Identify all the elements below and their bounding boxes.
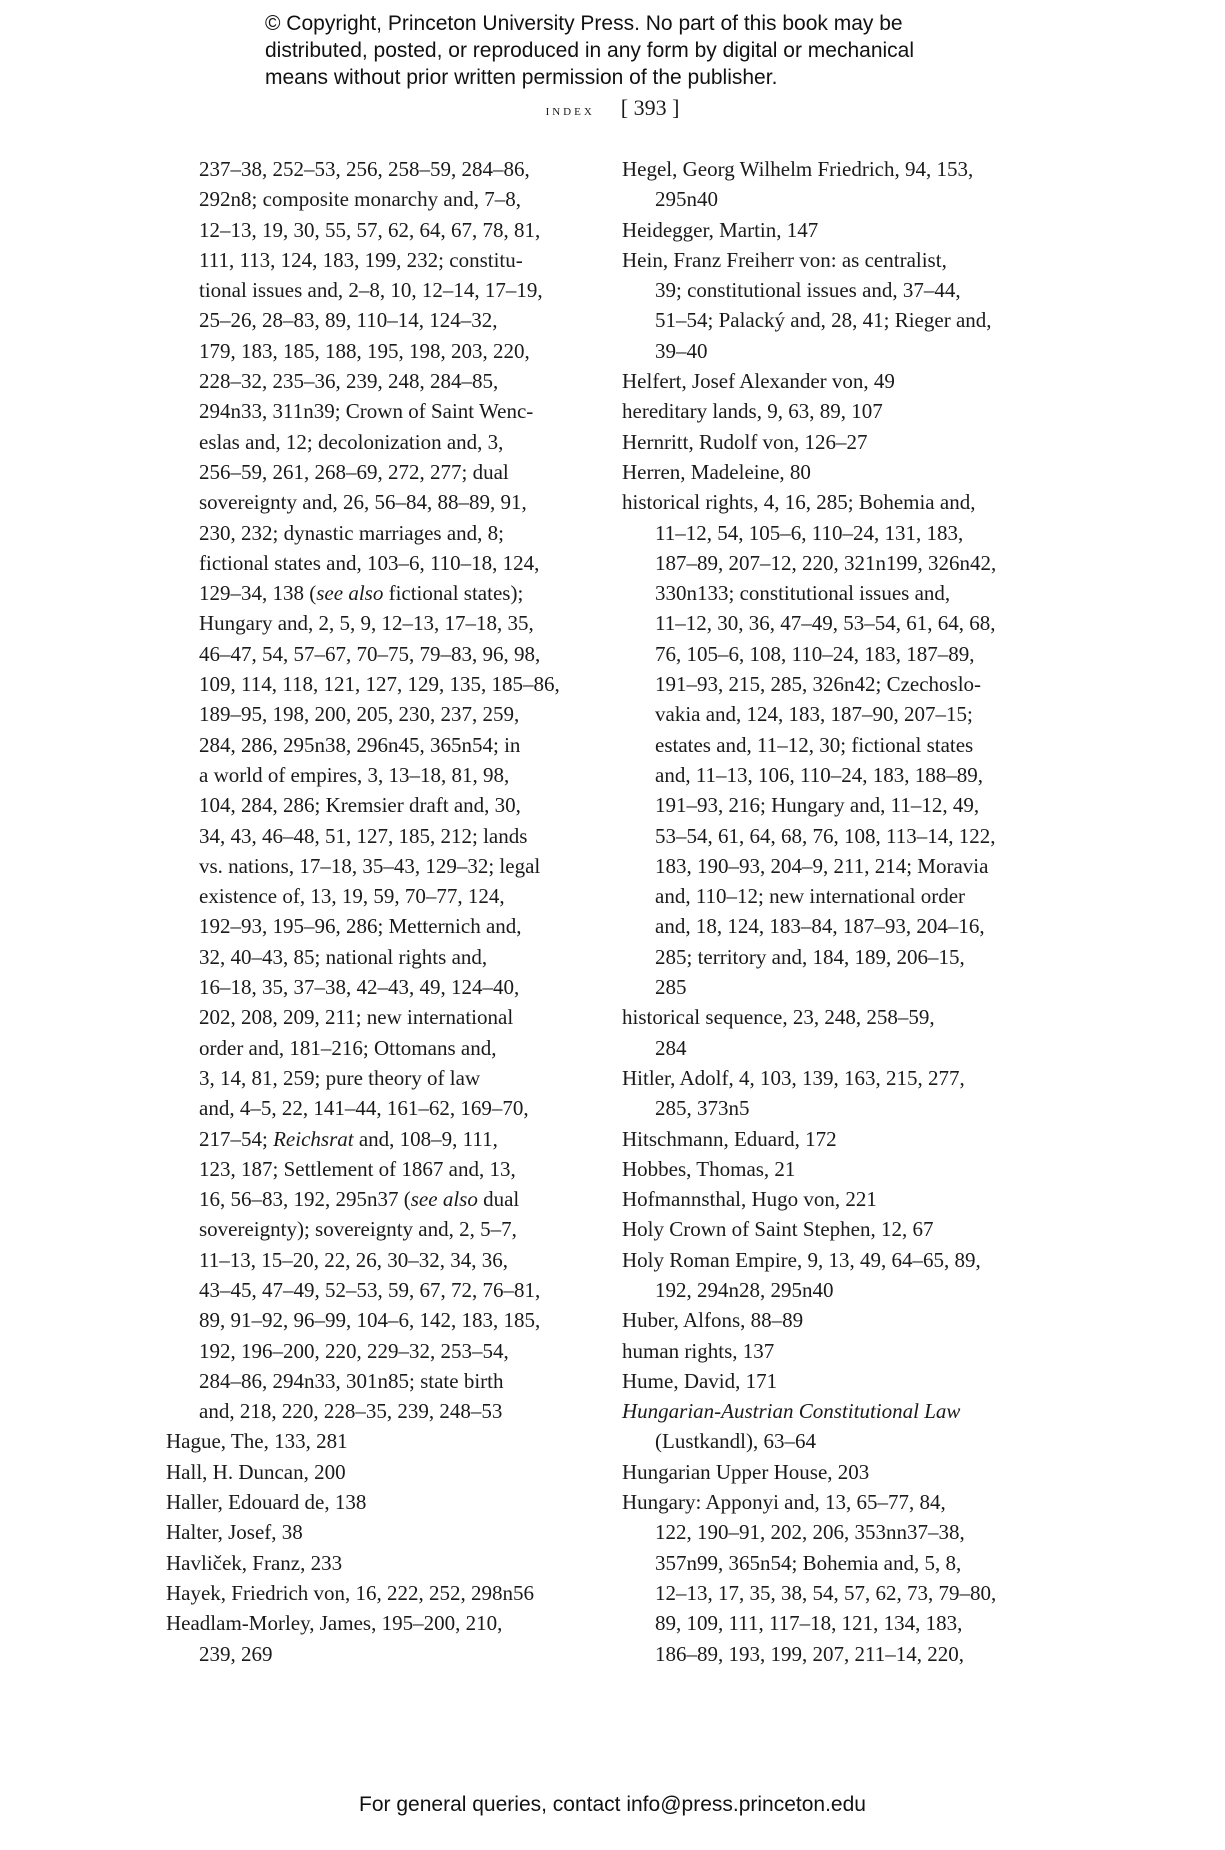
index-line [622,427,1062,457]
line-text: 189–95, 198, 200, 205, 230, 237, 259, [199,702,520,727]
index-line [166,427,586,457]
line-text: Huber, Alfons, 88–89 [622,1308,804,1333]
index-line [622,215,1062,245]
line-text: 39–40 [655,338,708,363]
index-line [622,1002,1062,1032]
line-text: Hungary: Apponyi and, 13, 65–77, 84, [622,1490,946,1515]
line-text: 284–86, 294n33, 301n85; state birth [199,1368,504,1393]
index-line [622,1093,1062,1123]
index-line [622,669,1062,699]
line-text: Hernritt, Rudolf von, 126–27 [622,429,868,454]
index-line [166,1336,586,1366]
line-text: 16, 56–83, 192, 295n37 ( [199,1187,411,1212]
index-line [166,1305,586,1335]
index-line [166,1033,586,1063]
index-line [166,305,586,335]
index-line [166,1426,586,1456]
line-text: 122, 190–91, 202, 206, 353nn37–38, [655,1520,965,1545]
index-line [166,1093,586,1123]
line-text: hereditary lands, 9, 63, 89, 107 [622,399,883,424]
line-text: and, 218, 220, 228–35, 239, 248–53 [199,1399,503,1424]
line-text: 294n33, 311n39; Crown of Saint Wenc- [199,399,534,424]
line-text: 89, 109, 111, 117–18, 121, 134, 183, [655,1611,963,1636]
index-line [166,1063,586,1093]
index-line [166,1275,586,1305]
line-text: Hegel, Georg Wilhelm Friedrich, 94, 153, [622,157,974,181]
line-text: 11–12, 54, 105–6, 110–24, 131, 183, [655,520,964,545]
line-text: 217–54; [199,1126,274,1151]
index-line [622,972,1062,1002]
line-text: 11–12, 30, 36, 47–49, 53–54, 61, 64, 68, [655,611,996,636]
line-text: Headlam-Morley, James, 195–200, 210, [166,1611,503,1636]
line-text: fictional states); [383,581,524,606]
index-line [622,1396,1062,1426]
index-line [166,1578,586,1608]
line-text: 89, 91–92, 96–99, 104–6, 142, 183, 185, [199,1308,541,1333]
line-text: 129–34, 138 ( [199,581,317,606]
index-line [166,730,586,760]
index-line [166,1548,586,1578]
index-line [166,245,586,275]
index-line [622,760,1062,790]
index-line [166,396,586,426]
line-text: 285 [655,975,687,1000]
index-line [622,881,1062,911]
line-text: Hume, David, 171 [622,1368,778,1393]
index-line [622,154,1062,184]
index-line [622,1033,1062,1063]
line-text: historical rights, 4, 16, 285; Bohemia and, [622,490,976,515]
line-text: existence of, 13, 19, 59, 70–77, 124, [199,884,505,909]
line-text: 191–93, 216; Hungary and, 11–12, 49, [655,793,980,818]
index-line [622,1184,1062,1214]
line-text: 202, 208, 209, 211; new international [199,1005,514,1030]
italic-text: Reichsrat [273,1126,354,1151]
index-line [166,821,586,851]
index-line [622,1366,1062,1396]
index-line [166,215,586,245]
index-line [622,1548,1062,1578]
line-text: 3, 14, 81, 259; pure theory of law [199,1065,481,1090]
line-text: Hague, The, 133, 281 [166,1429,348,1454]
index-line [622,1063,1062,1093]
line-text: 16–18, 35, 37–38, 42–43, 49, 124–40, [199,975,520,1000]
index-line [166,1608,586,1638]
italic-text: Hungarian-Austrian Constitutional Law [622,1399,961,1424]
line-text: estates and, 11–12, 30; fictional states [655,732,974,757]
index-line [622,366,1062,396]
index-line [622,1608,1062,1638]
index-line [166,578,586,608]
index-line [622,1487,1062,1517]
copyright-line: means without prior written permission of the publisher. [265,66,778,89]
line-text: 43–45, 47–49, 52–53, 59, 67, 72, 76–81, [199,1277,541,1302]
line-text: 109, 114, 118, 121, 127, 129, 135, 185–86, [199,672,560,697]
line-text: 39; constitutional issues and, 37–44, [655,278,961,303]
index-line [622,336,1062,366]
line-text: Halter, Josef, 38 [166,1520,303,1545]
line-text: 285, 373n5 [655,1096,750,1121]
index-line [622,548,1062,578]
line-text: 12–13, 17, 35, 38, 54, 57, 62, 73, 79–80, [655,1580,997,1605]
line-text: Hitler, Adolf, 4, 103, 139, 163, 215, 277, [622,1065,965,1090]
line-text: eslas and, 12; decolonization and, 3, [199,429,504,454]
line-text: 123, 187; Settlement of 1867 and, 13, [199,1156,516,1181]
index-line [622,1305,1062,1335]
index-line [166,1396,586,1426]
line-text: Hobbes, Thomas, 21 [622,1156,796,1181]
index-line [622,518,1062,548]
line-text: and, 108–9, 111, [353,1126,498,1151]
line-text: and, 110–12; new international order [655,884,966,909]
line-text: Hungary and, 2, 5, 9, 12–13, 17–18, 35, [199,611,534,636]
index-line [166,1457,586,1487]
index-line [166,608,586,638]
running-head-label: index [545,102,595,119]
line-text: and, 11–13, 106, 110–24, 183, 188–89, [655,762,984,787]
line-text: Herren, Madeleine, 80 [622,459,811,484]
index-line [622,578,1062,608]
line-text: Hall, H. Duncan, 200 [166,1459,346,1484]
index-column-right [622,154,1062,1669]
page-number: [ 393 ] [620,95,680,120]
line-text: 228–32, 235–36, 239, 248, 284–85, [199,369,499,394]
line-text: 183, 190–93, 204–9, 211, 214; Moravia [655,853,989,878]
line-text: 239, 269 [199,1641,273,1666]
index-column-left [166,154,586,1669]
index-line [166,881,586,911]
line-text: 292n8; composite monarchy and, 7–8, [199,187,521,212]
index-line [622,245,1062,275]
index-line [622,275,1062,305]
line-text: fictional states and, 103–6, 110–18, 124, [199,550,540,575]
index-line [166,1184,586,1214]
line-text: 330n133; constitutional issues and, [655,581,951,606]
italic-text: see also [316,581,384,606]
line-text: Haller, Edouard de, 138 [166,1490,367,1515]
index-line [622,1639,1062,1669]
copyright-line: distributed, posted, or reproduced in any form by digital or mechanical [265,39,915,62]
line-text: 357n99, 365n54; Bohemia and, 5, 8, [655,1550,962,1575]
line-text: 192, 196–200, 220, 229–32, 253–54, [199,1338,509,1363]
index-line [166,1639,586,1669]
line-text: 11–13, 15–20, 22, 26, 30–32, 34, 36, [199,1247,508,1272]
line-text: Hungarian Upper House, 203 [622,1459,870,1484]
index-line [622,1154,1062,1184]
line-text: 186–89, 193, 199, 207, 211–14, 220, [655,1641,964,1666]
line-text: tional issues and, 2–8, 10, 12–14, 17–19, [199,278,543,303]
index-line [166,699,586,729]
line-text: 32, 40–43, 85; national rights and, [199,944,488,969]
index-line [622,396,1062,426]
index-line [166,1154,586,1184]
copyright-line: © Copyright, Princeton University Press. No part of this book may be [265,12,903,35]
index-line [166,154,586,184]
index-line [622,1578,1062,1608]
line-text: and, 4–5, 22, 141–44, 161–62, 169–70, [199,1096,529,1121]
index-line [166,548,586,578]
line-text: human rights, 137 [622,1338,775,1363]
line-text: order and, 181–216; Ottomans and, [199,1035,497,1060]
index-line [166,1487,586,1517]
index-line [622,1426,1062,1456]
index-line [166,790,586,820]
italic-text: see also [410,1187,478,1212]
line-text: 53–54, 61, 64, 68, 76, 108, 113–14, 122, [655,823,996,848]
line-text: 295n40 [655,187,718,212]
index-line [166,275,586,305]
line-text: a world of empires, 3, 13–18, 81, 98, [199,762,510,787]
line-text: Hofmannsthal, Hugo von, 221 [622,1187,877,1212]
index-line [622,639,1062,669]
line-text: 12–13, 19, 30, 55, 57, 62, 64, 67, 78, 81, [199,217,541,242]
index-line [166,457,586,487]
index-line [166,669,586,699]
index-line [622,1124,1062,1154]
line-text: Heidegger, Martin, 147 [622,217,819,242]
index-line [166,942,586,972]
index-line [622,790,1062,820]
line-text: and, 18, 124, 183–84, 187–93, 204–16, [655,914,985,939]
line-text: 111, 113, 124, 183, 199, 232; constitu- [199,247,523,272]
line-text: Holy Roman Empire, 9, 13, 49, 64–65, 89, [622,1247,981,1272]
index-line [622,305,1062,335]
footer-contact: For general queries, contact info@press.princeton.edu [359,1793,866,1816]
line-text: 256–59, 261, 268–69, 272, 277; dual [199,459,509,484]
line-text: dual [477,1187,520,1212]
index-line [622,699,1062,729]
line-text: 284 [655,1035,687,1060]
line-text: 230, 232; dynastic marriages and, 8; [199,520,505,545]
line-text: vs. nations, 17–18, 35–43, 129–32; legal [199,853,541,878]
index-line [166,1366,586,1396]
line-text: 34, 43, 46–48, 51, 127, 185, 212; lands [199,823,528,848]
index-line [166,1214,586,1244]
index-line [622,851,1062,881]
line-text: 25–26, 28–83, 89, 110–14, 124–32, [199,308,498,333]
index-line [622,184,1062,214]
index-line [622,1214,1062,1244]
index-line [166,639,586,669]
line-text: (Lustkandl), 63–64 [655,1429,816,1454]
line-text: 51–54; Palacký and, 28, 41; Rieger and, [655,308,992,333]
index-line [622,942,1062,972]
index-line [166,911,586,941]
index-line [166,1517,586,1547]
line-text: Hitschmann, Eduard, 172 [622,1126,837,1151]
line-text: vakia and, 124, 183, 187–90, 207–15; [655,702,973,727]
line-text: Helfert, Josef Alexander von, 49 [622,369,895,394]
copyright-notice [265,10,1025,91]
index-line [622,608,1062,638]
index-line [622,1245,1062,1275]
line-text: 284, 286, 295n38, 296n45, 365n54; in [199,732,521,757]
line-text: Holy Crown of Saint Stephen, 12, 67 [622,1217,934,1242]
index-line [166,518,586,548]
line-text: sovereignty and, 26, 56–84, 88–89, 91, [199,490,527,515]
index-line [622,1275,1062,1305]
line-text: historical sequence, 23, 248, 258–59, [622,1005,935,1030]
index-line [166,336,586,366]
index-line [622,1457,1062,1487]
line-text: Havliček, Franz, 233 [166,1550,343,1575]
index-line [622,730,1062,760]
line-text: 192, 294n28, 295n40 [655,1277,834,1302]
line-text: 104, 284, 286; Kremsier draft and, 30, [199,793,521,818]
index-line [622,1336,1062,1366]
line-text: 76, 105–6, 108, 110–24, 183, 187–89, [655,641,975,666]
index-line [166,972,586,1002]
index-line [166,366,586,396]
index-line [166,487,586,517]
line-text: 179, 183, 185, 188, 195, 198, 203, 220, [199,338,530,363]
index-line [166,760,586,790]
index-line [622,457,1062,487]
index-line [166,851,586,881]
line-text: 285; territory and, 184, 189, 206–15, [655,944,965,969]
index-line [622,821,1062,851]
line-text: 187–89, 207–12, 220, 321n199, 326n42, [655,550,997,575]
line-text: 192–93, 195–96, 286; Metternich and, [199,914,522,939]
index-line [166,1245,586,1275]
index-line [166,1124,586,1154]
index-line [622,911,1062,941]
line-text: 191–93, 215, 285, 326n42; Czechoslo- [655,672,982,697]
line-text: Hayek, Friedrich von, 16, 222, 252, 298n56 [166,1580,535,1605]
index-line [622,487,1062,517]
line-text: Hein, Franz Freiherr von: as centralist, [622,247,947,272]
index-line [622,1517,1062,1547]
index-line [166,184,586,214]
line-text: sovereignty); sovereignty and, 2, 5–7, [199,1217,517,1242]
line-text: 237–38, 252–53, 256, 258–59, 284–86, [199,157,530,181]
running-head [0,95,1225,121]
line-text: 46–47, 54, 57–67, 70–75, 79–83, 96, 98, [199,641,541,666]
index-line [166,1002,586,1032]
